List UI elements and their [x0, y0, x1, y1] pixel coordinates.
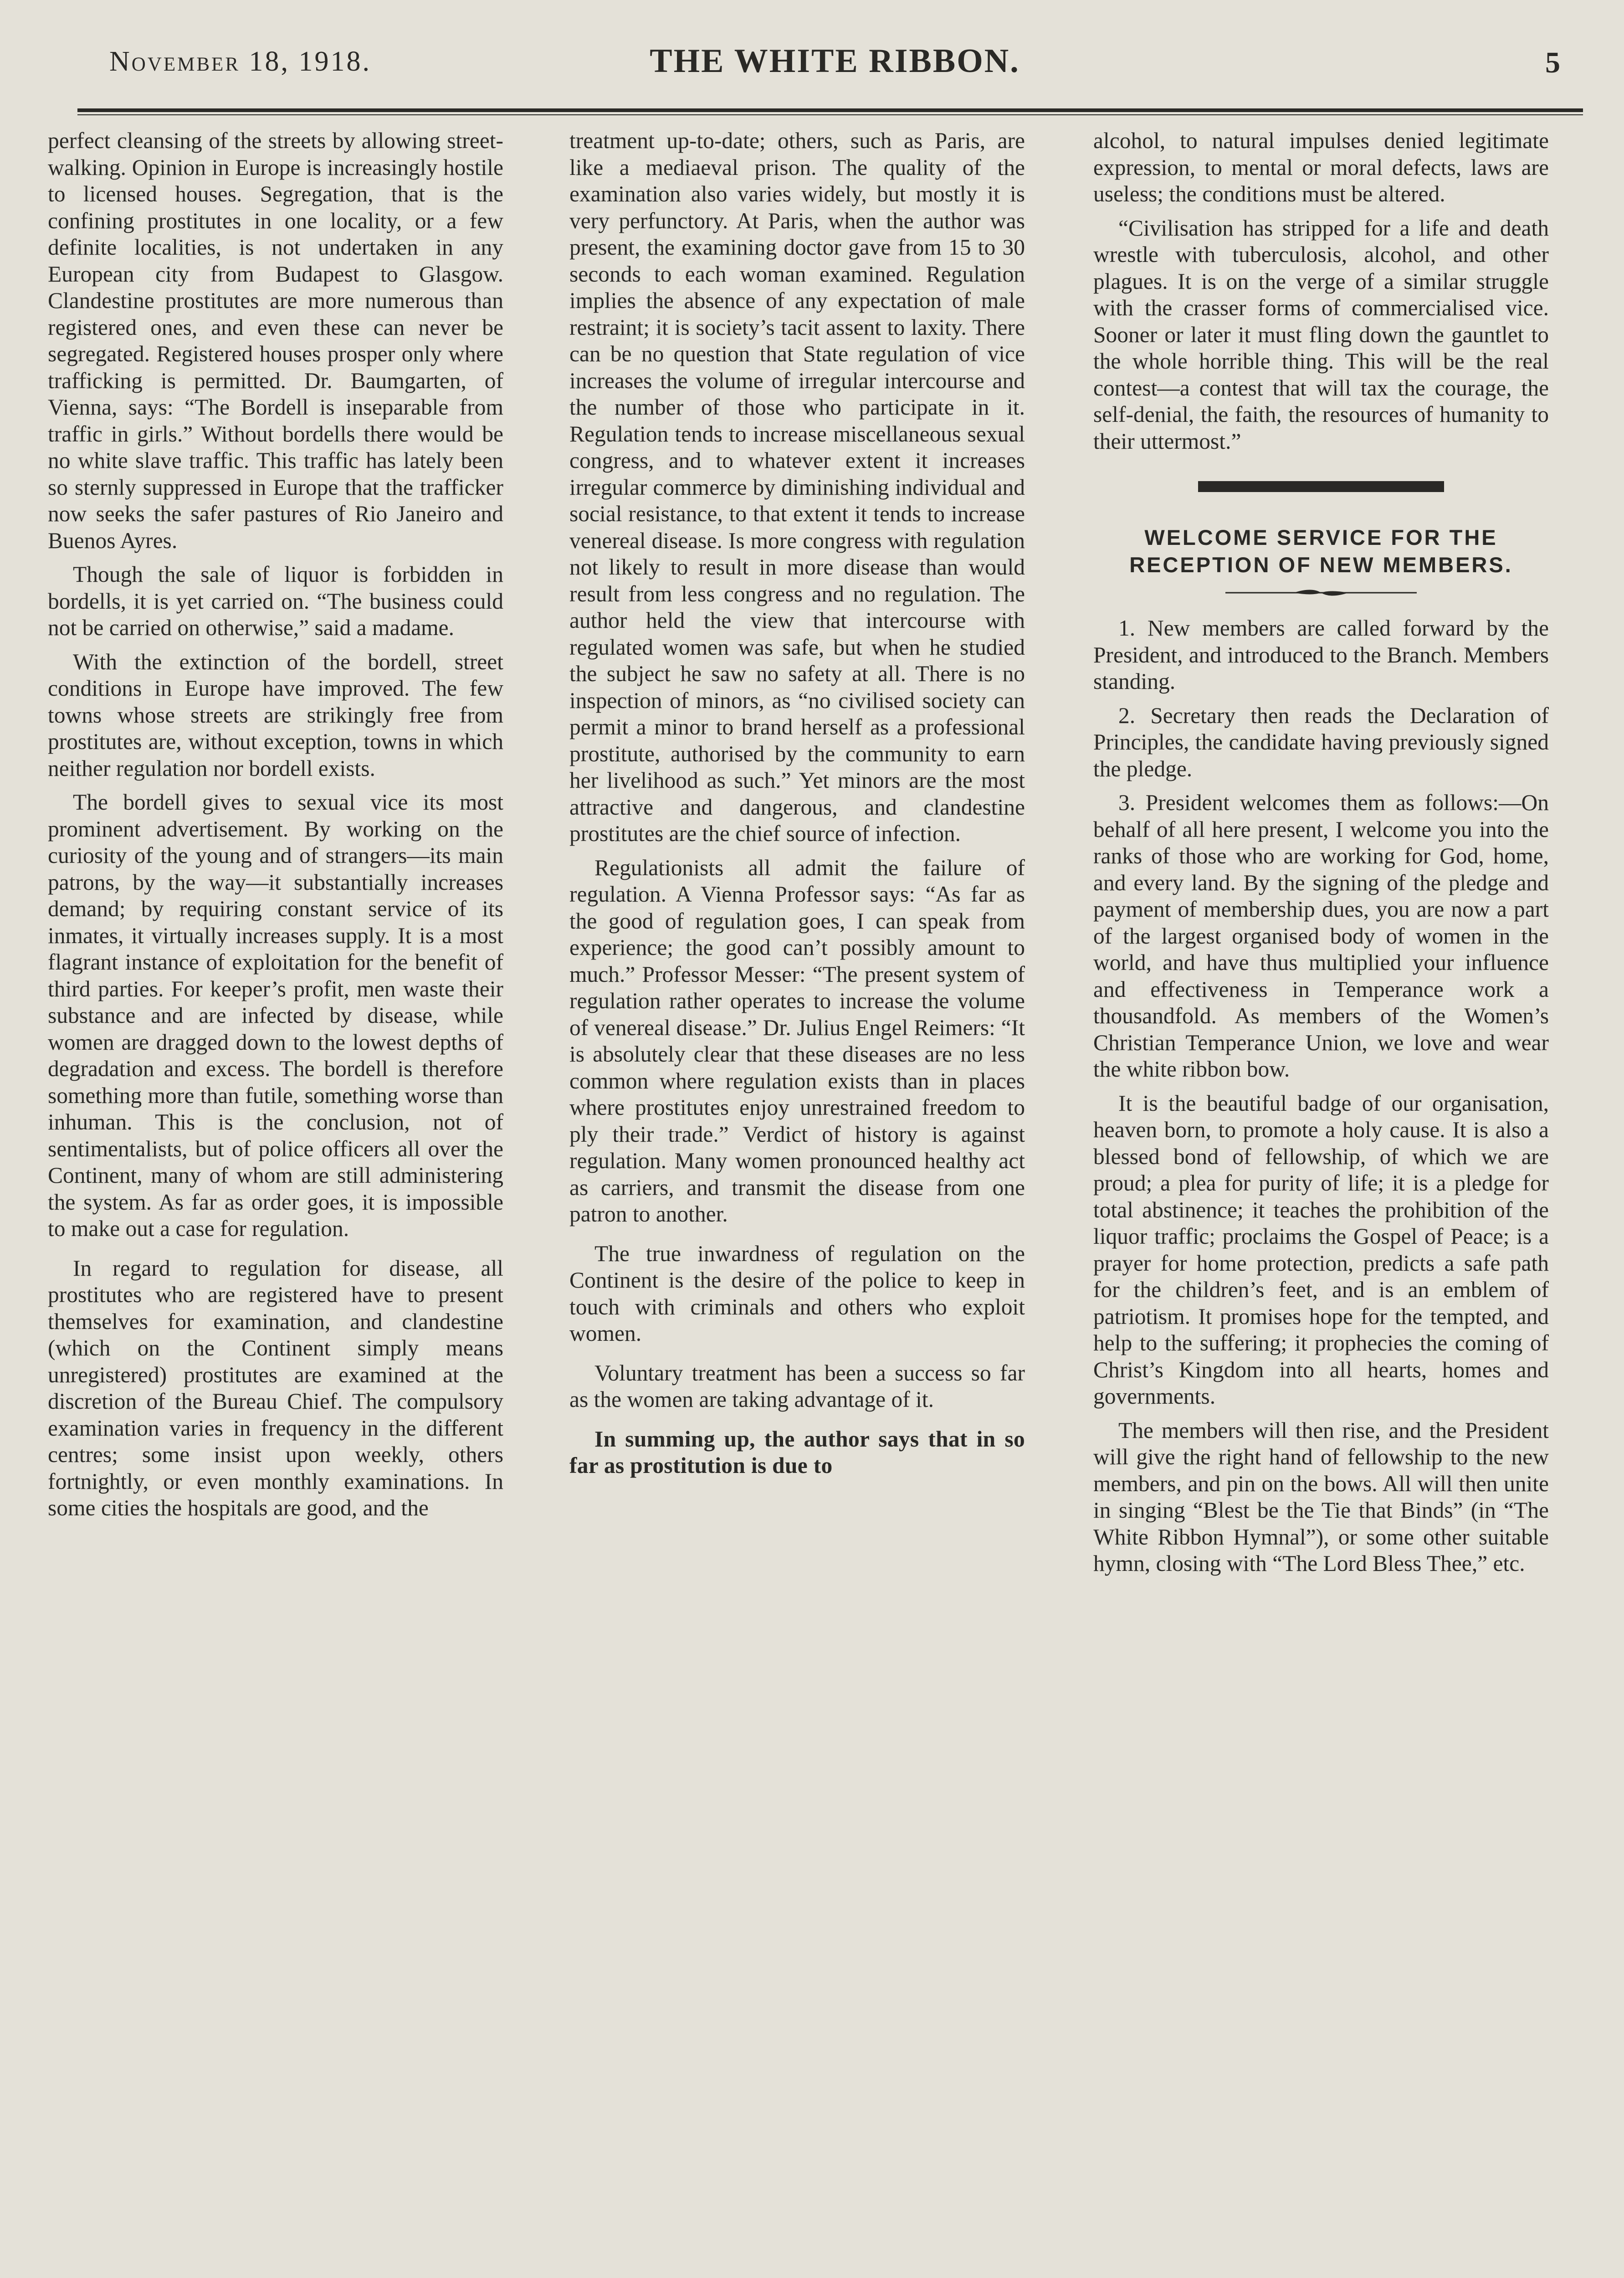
ornament-flourish	[1225, 586, 1417, 600]
paragraph: The true inwardness of regulation on the Continent is the desire of the police to keep in touch with criminals and others who exploit women.	[569, 1241, 1025, 1346]
header-rule	[77, 108, 1583, 115]
paragraph: 1. New members are called forward by the President, and introduced to the Branch. Members standing.	[1093, 616, 1549, 694]
paragraph: Though the sale of liquor is forbidden in bordells, it is yet carried on. “The business could not be carried on otherwise,” said a madame.	[48, 562, 503, 640]
issue-date: November 18, 1918.	[109, 46, 372, 77]
paragraph: Regulationists all admit the failure of regulation. A Vienna Professor says: “As far as the good of regulation goes, I can speak from experience; the good can’t possibly amount to much.” Professor Messer: “The present system of regulation rather operates to increase the volume of venereal disease.” Dr. Julius Engel Reimers: “It is absolutely clear that these diseases are no less common where regulation exists than in places where prostitutes enjoy unrestrained freedom to ply their trade.” Verdict of history is against regulation. Many women pronounced healthy act as carriers, and transmit the disease from one patron to another.	[569, 855, 1025, 1226]
paragraph: 3. President welcomes them as follows:—On behalf of all here present, I welcome you into the ranks of those who are working for God, home, and every land. By the signing of the pledge and payment of membership dues, you are now a part of the largest organised body of women in the world, and have thus multiplied your influence and effectiveness in Temperance work a thousandfold. As members of the Women’s Christian Temperance Union, we love and wear the white ribbon bow.	[1093, 790, 1549, 1082]
paragraph: alcohol, to natural impulses denied legitimate expression, to mental or moral defects, laws are useless; the conditions must be altered.	[1093, 128, 1549, 206]
section-divider	[1198, 481, 1444, 492]
section-heading: WELCOME SERVICE FOR THE RECEPTION OF NEW MEMBERS.	[1129, 525, 1513, 577]
column-1	[48, 128, 503, 1529]
paragraph: “Civilisation has stripped for a life and death wrestle with tuberculosis, alcohol, and other plagues. It is on the verge of a similar struggle with the crasser forms of commercialised vice. Sooner or later it must fling down the gauntlet to the whole horrible thing. This will be the real contest—a contest that will tax the courage, the self-denial, the faith, the resources of humanity to their uttermost.”	[1093, 215, 1549, 454]
paragraph: 2. Secretary then reads the Declaration of Principles, the candidate having previously signed the pledge.	[1093, 703, 1549, 781]
publication-title: THE WHITE RIBBON.	[650, 42, 1020, 80]
paragraph: In regard to regulation for disease, all prostitutes who are registered have to present themselves for examination, and clandestine (which on the Continent simply means unregistered) prostitutes are examined at the discretion of the Bureau Chief. The compulsory examination varies in frequency in the different centres; some insist upon weekly, others fortnightly, or even monthly examinations. In some cities the hospitals are good, and the	[48, 1255, 503, 1520]
paragraph: Voluntary treatment has been a success so far as the women are taking advantage of it.	[569, 1360, 1025, 1412]
column-2	[569, 128, 1025, 1487]
paragraph: With the extinction of the bordell, street conditions in Europe have improved. The few towns whose streets are strikingly free from prostitutes are, without exception, towns in which neither regulation nor bordell exists.	[48, 649, 503, 781]
paragraph: The bordell gives to sexual vice its most prominent advertisement. By working on the curiosity of the young and of strangers—its main patrons, by the way—it substantially increases demand; by requiring constant service of its inmates, it virtually increases supply. It is a most flagrant instance of exploitation for the benefit of third parties. For keeper’s profit, men waste their substance and are infected by disease, while women are dragged down to the lowest depths of degradation and excess. The bordell is therefore something more than futile, something worse than inhuman. This is the conclusion, not of sentimentalists, but of police officers all over the Continent, many of whom are still administering the system. As far as order goes, it is impossible to make out a case for regulation.	[48, 790, 503, 1241]
paragraph: In summing up, the author says that in so far as prostitution is due to	[569, 1426, 1025, 1478]
paragraph: perfect cleansing of the streets by allowing street-walking. Opinion in Europe is increasingly hostile to licensed houses. Segregation, that is the confining prostitutes in one locality, or a few definite localities, is not undertaken in any European city from Budapest to Glasgow. Clandestine prostitutes are more numerous than registered ones, and even these can never be segregated. Registered houses prosper only where trafficking is permitted. Dr. Baumgarten, of Vienna, says: “The Bordell is inseparable from traffic in girls.” Without bordells there would be no white slave traffic. This traffic has lately been so sternly suppressed in Europe that the trafficker now seeks the safer pastures of Rio Janeiro and Buenos Ayres.	[48, 128, 503, 553]
page-header	[109, 42, 1560, 101]
column-3	[1093, 128, 1549, 1585]
paragraph: treatment up-to-date; others, such as Paris, are like a mediaeval prison. The quality of the examination also varies widely, but mostly it is very perfunctory. At Paris, when the author was present, the examining doctor gave from 15 to 30 seconds to each woman examined. Regulation implies the absence of any expectation of male restraint; it is society’s tacit assent to laxity. There can be no question that State regulation of vice increases the volume of irregular intercourse and the number of those who participate in it. Regulation tends to increase miscellaneous sexual congress, and to whatever extent it increases irregular commerce by diminishing individual and social resistance, to that extent it tends to increase venereal disease. Is more congress with regulation not likely to result in more disease than would result from less congress and no regulation. The author held the view that intercourse with regulated women was safe, but when he studied the subject he saw no safety at all. There is no inspection of minors, as “no civilised society can permit a minor to brand herself as a professional prostitute, authorised by the community to earn her livelihood as such.” Yet minors are the most attractive and dangerous, and clandestine prostitutes are the chief source of infection.	[569, 128, 1025, 846]
paragraph: The members will then rise, and the President will give the right hand of fellowship to the new members, and pin on the bows. All will then unite in singing “Blest be the Tie that Binds” (in “The White Ribbon Hymnal”), or some other suitable hymn, closing with “The Lord Bless Thee,” etc.	[1093, 1417, 1549, 1576]
paragraph: It is the beautiful badge of our organisation, heaven born, to promote a holy cause. It is also a blessed bond of fellowship, of which we are proud; a plea for purity of life; it is a pledge for total abstinence; it teaches the prohibition of the liquor traffic; proclaims the Gospel of Peace; is a prayer for home protection, predicts a safe path for the children’s feet, and is an emblem of patriotism. It promises hope for the tempted, and help to the suffering; it prophecies the coming of Christ’s Kingdom into all hearts, homes and governments.	[1093, 1090, 1549, 1409]
page-number: 5	[1545, 46, 1560, 79]
